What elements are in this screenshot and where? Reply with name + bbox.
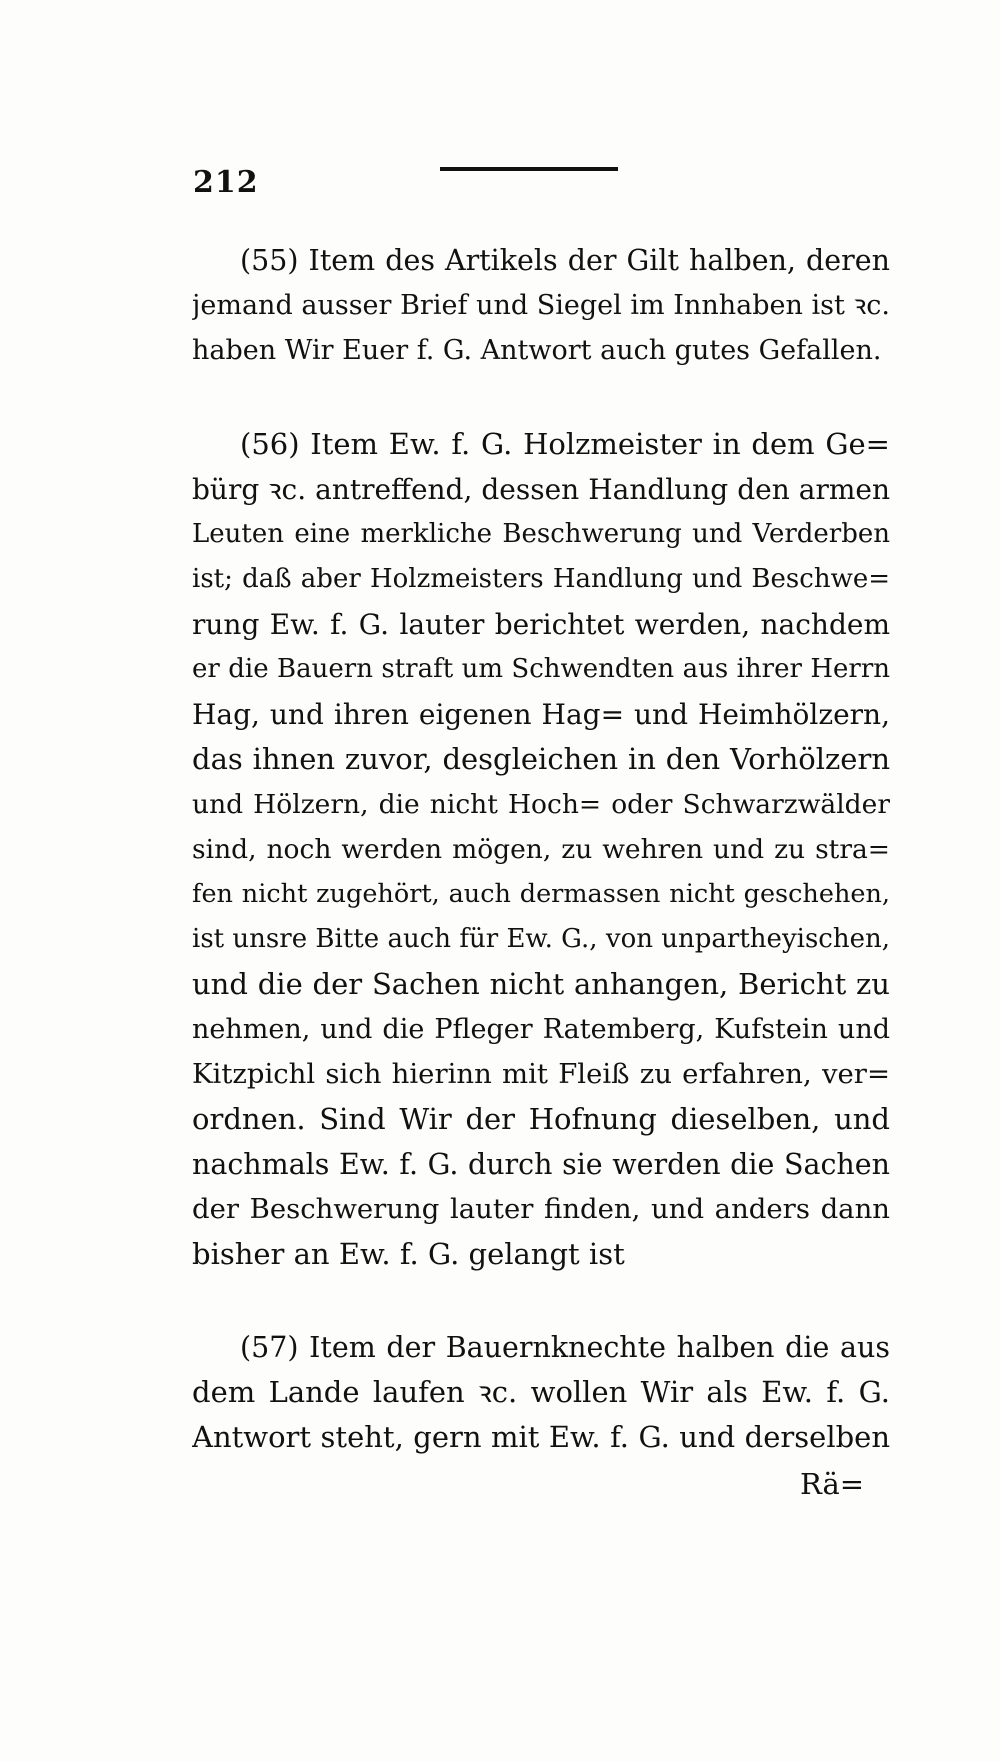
- text-line: Hag, und ihren eigenen Hag= und Heimhölzern,: [192, 698, 890, 731]
- text-line: er die Bauern straft um Schwendten aus ihrer Herrn: [192, 654, 890, 684]
- page-number: 212: [193, 165, 259, 200]
- paragraph-57: [192, 1325, 890, 1460]
- text-line: Kitzpichl sich hierinn mit Fleiß zu erfahren, ver=: [192, 1058, 890, 1090]
- header-rule: [440, 167, 618, 171]
- paragraph-55: [192, 238, 890, 373]
- text-line: rung Ew. f. G. lauter berichtet werden, nachdem: [192, 608, 890, 641]
- paragraph-56: [192, 422, 890, 1277]
- text-line: nehmen, und die Pfleger Ratemberg, Kufstein und: [192, 1014, 890, 1045]
- text-line: bisher an Ew. f. G. gelangt ist: [192, 1237, 625, 1271]
- text-line: und Hölzern, die nicht Hoch= oder Schwarzwälder: [192, 789, 890, 820]
- text-line: Leuten eine merkliche Beschwerung und Verderben: [192, 519, 890, 549]
- text-line: und die der Sachen nicht anhangen, Bericht zu: [192, 967, 890, 1001]
- text-line: dem Lande laufen ꝛc. wollen Wir als Ew. f. G.: [192, 1375, 890, 1409]
- text-line: sind, noch werden mögen, zu wehren und zu stra=: [192, 834, 890, 865]
- text-line: fen nicht zugehört, auch dermassen nicht geschehen,: [192, 879, 890, 909]
- text-line: Antwort steht, gern mit Ew. f. G. und derselben: [192, 1420, 890, 1454]
- text-line: (57) Item der Bauernknechte halben die aus: [240, 1331, 890, 1364]
- text-line: nachmals Ew. f. G. durch sie werden die Sachen: [192, 1148, 890, 1181]
- text-line: ordnen. Sind Wir der Hofnung dieselben, und: [192, 1102, 890, 1136]
- text-line: jemand ausser Brief und Siegel im Innhaben ist ꝛc.: [192, 290, 890, 321]
- text-line: das ihnen zuvor, desgleichen in den Vorhölzern: [192, 742, 890, 776]
- text-line: (55) Item des Artikels der Gilt halben, deren: [240, 244, 890, 277]
- text-line: bürg ꝛc. antreffend, dessen Handlung den armen: [192, 473, 890, 506]
- catchword: Rä=: [800, 1467, 865, 1501]
- text-line: haben Wir Euer f. G. Antwort auch gutes Gefallen.: [192, 335, 882, 366]
- text-line: ist; daß aber Holzmeisters Handlung und Beschwe=: [192, 564, 890, 594]
- text-line: (56) Item Ew. f. G. Holzmeister in dem Ge=: [240, 427, 890, 461]
- text-line: ist unsre Bitte auch für Ew. G., von unpartheyischen,: [192, 924, 890, 954]
- text-line: der Beschwerung lauter finden, und anders dann: [192, 1193, 890, 1225]
